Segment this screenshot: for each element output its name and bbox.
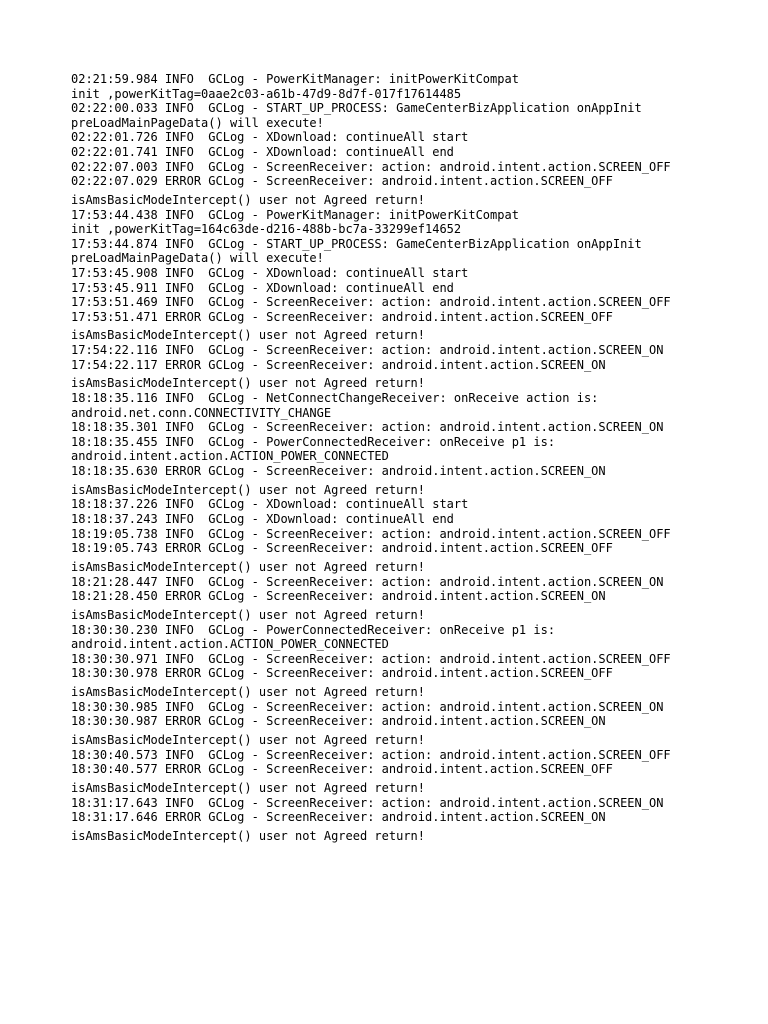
log-line: 18:18:35.116 INFO GCLog - NetConnectChangeReceiver: onReceive action is:: [71, 391, 599, 406]
log-line: 18:31:17.643 INFO GCLog - ScreenReceiver: action: android.intent.action.SCREEN_ON: [71, 795, 664, 810]
log-line: android.intent.action.ACTION_POWER_CONNECTED: [71, 449, 389, 464]
log-line: init ,powerKitTag=164c63de-d216-488b-bc7a-33299ef14652: [71, 222, 462, 237]
log-line: preLoadMainPageData() will execute!: [71, 115, 324, 130]
log-line: isAmsBasicModeIntercept() user not Agreed return!: [71, 482, 426, 497]
log-line: 02:22:01.741 INFO GCLog - XDownload: continueAll end: [71, 144, 454, 159]
log-line: 18:21:28.450 ERROR GCLog - ScreenReceiver: android.intent.action.SCREEN_ON: [71, 589, 606, 604]
log-line: 02:22:01.726 INFO GCLog - XDownload: continueAll start: [71, 130, 469, 145]
log-line: 18:18:35.301 INFO GCLog - ScreenReceiver: action: android.intent.action.SCREEN_ON: [71, 420, 664, 435]
log-line: 18:18:35.455 INFO GCLog - PowerConnectedReceiver: onReceive p1 is:: [71, 434, 556, 449]
log-line: 17:53:45.908 INFO GCLog - XDownload: continueAll start: [71, 265, 469, 280]
log-line: 18:30:30.971 INFO GCLog - ScreenReceiver: action: android.intent.action.SCREEN_OFF: [71, 651, 671, 666]
log-line: 02:22:07.029 ERROR GCLog - ScreenReceiver: android.intent.action.SCREEN_OFF: [71, 174, 613, 189]
log-line: 18:18:37.226 INFO GCLog - XDownload: continueAll start: [71, 497, 469, 512]
log-line: isAmsBasicModeIntercept() user not Agreed return!: [71, 781, 426, 795]
log-line: android.intent.action.ACTION_POWER_CONNECTED: [71, 637, 389, 652]
log-line: 18:21:28.447 INFO GCLog - ScreenReceiver: action: android.intent.action.SCREEN_ON: [71, 574, 664, 589]
log-line: 17:54:22.117 ERROR GCLog - ScreenReceiver: android.intent.action.SCREEN_ON: [71, 357, 606, 372]
log-line: android.net.conn.CONNECTIVITY_CHANGE: [71, 405, 332, 420]
log-line: 18:19:05.743 ERROR GCLog - ScreenReceiver: android.intent.action.SCREEN_OFF: [71, 541, 613, 556]
log-line: 17:53:51.471 ERROR GCLog - ScreenReceiver: android.intent.action.SCREEN_OFF: [71, 309, 613, 324]
log-line: 18:19:05.738 INFO GCLog - ScreenReceiver: action: android.intent.action.SCREEN_OFF: [71, 526, 671, 541]
log-line: 18:31:17.646 ERROR GCLog - ScreenReceiver: android.intent.action.SCREEN_ON: [71, 810, 606, 825]
log-line: 02:21:59.984 INFO GCLog - PowerKitManager: initPowerKitCompat: [71, 72, 519, 86]
log-line: isAmsBasicModeIntercept() user not Agreed return!: [71, 828, 426, 843]
log-line: isAmsBasicModeIntercept() user not Agreed return!: [71, 192, 426, 207]
log-line: isAmsBasicModeIntercept() user not Agreed return!: [71, 607, 426, 622]
log-line: 18:30:30.987 ERROR GCLog - ScreenReceiver: android.intent.action.SCREEN_ON: [71, 714, 606, 729]
log-line: 18:30:30.985 INFO GCLog - ScreenReceiver: action: android.intent.action.SCREEN_ON: [71, 699, 664, 714]
log-line: 17:53:45.911 INFO GCLog - XDownload: continueAll end: [71, 280, 454, 295]
log-line: 18:18:35.630 ERROR GCLog - ScreenReceiver: android.intent.action.SCREEN_ON: [71, 464, 606, 478]
log-line: isAmsBasicModeIntercept() user not Agreed return!: [71, 685, 426, 700]
log-line: 18:18:37.243 INFO GCLog - XDownload: continueAll end: [71, 511, 454, 526]
log-line: init ,powerKitTag=0aae2c03-a61b-47d9-8d7f-017f17614485: [71, 86, 462, 101]
log-line: preLoadMainPageData() will execute!: [71, 251, 324, 266]
log-line: 17:53:44.874 INFO GCLog - START_UP_PROCESS: GameCenterBizApplication onAppInit: [71, 236, 642, 251]
log-line: 18:30:30.230 INFO GCLog - PowerConnectedReceiver: onReceive p1 is:: [71, 622, 556, 637]
log-line: 02:22:00.033 INFO GCLog - START_UP_PROCESS: GameCenterBizApplication onAppInit: [71, 101, 642, 116]
log-line: 18:30:30.978 ERROR GCLog - ScreenReceiver: android.intent.action.SCREEN_OFF: [71, 666, 613, 681]
log-line: isAmsBasicModeIntercept() user not Agreed return!: [71, 559, 426, 574]
log-line: 17:53:44.438 INFO GCLog - PowerKitManager: initPowerKitCompat: [71, 207, 519, 222]
log-line: 18:30:40.573 INFO GCLog - ScreenReceiver: action: android.intent.action.SCREEN_OFF: [71, 747, 671, 762]
log-line: isAmsBasicModeIntercept() user not Agreed return!: [71, 376, 426, 391]
log-text-block: [71, 72, 761, 844]
log-document: [71, 72, 761, 844]
log-line: 18:30:40.577 ERROR GCLog - ScreenReceiver: android.intent.action.SCREEN_OFF: [71, 762, 613, 777]
log-line: 02:22:07.003 INFO GCLog - ScreenReceiver: action: android.intent.action.SCREEN_OFF: [71, 159, 671, 174]
log-line: isAmsBasicModeIntercept() user not Agreed return!: [71, 733, 426, 748]
log-line: isAmsBasicModeIntercept() user not Agreed return!: [71, 328, 426, 343]
log-line: 17:53:51.469 INFO GCLog - ScreenReceiver: action: android.intent.action.SCREEN_OFF: [71, 295, 671, 310]
log-line: 17:54:22.116 INFO GCLog - ScreenReceiver: action: android.intent.action.SCREEN_ON: [71, 343, 664, 358]
